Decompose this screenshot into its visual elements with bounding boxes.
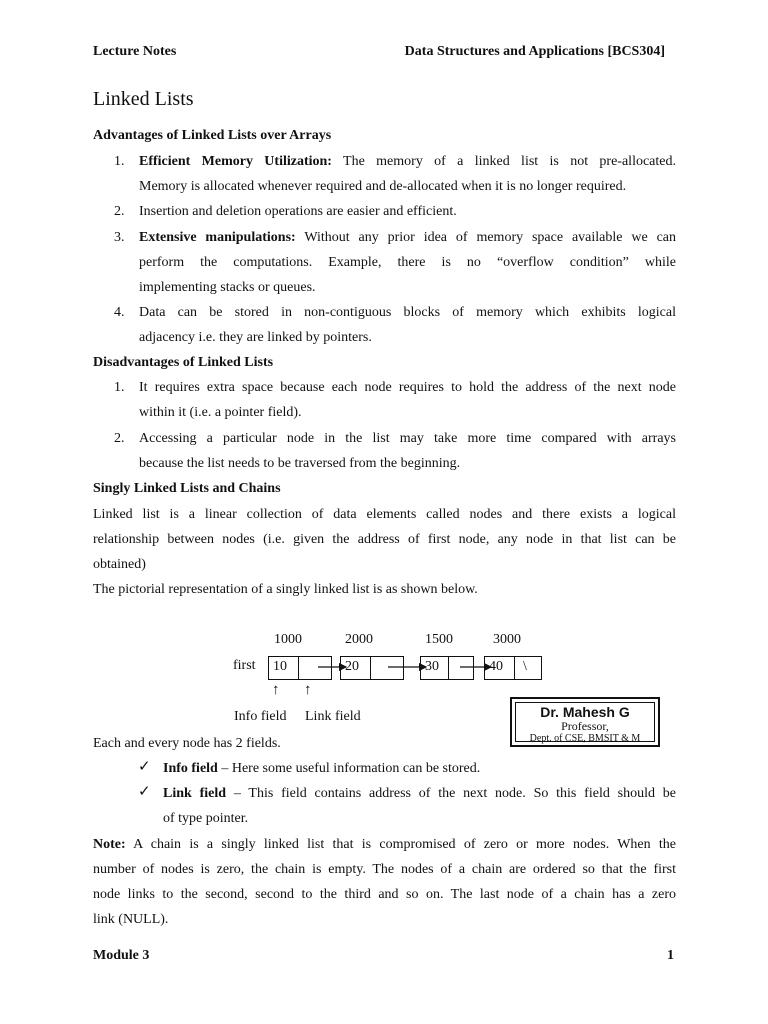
- node-address: 1500: [425, 632, 453, 647]
- info-field-label: Info field: [234, 709, 287, 724]
- list-item-line: Accessing a particular node in the list may take more time compared with arrays: [139, 431, 676, 446]
- item-bold: Efficient Memory Utilization:: [139, 154, 332, 169]
- up-arrow-icon: ↑: [304, 682, 312, 698]
- up-arrow-icon: ↑: [272, 682, 280, 698]
- list-item-line: perform the computations. Example, there is no “overflow condition” while: [139, 255, 676, 270]
- header-left: Lecture Notes: [93, 44, 177, 59]
- list-item-line: Memory is allocated whenever required and de-allocated when it is no longer required.: [139, 179, 627, 194]
- list-item-line: implementing stacks or queues.: [139, 280, 316, 295]
- list-number: 1.: [114, 154, 125, 169]
- list-number: 3.: [114, 230, 125, 245]
- bullet-item: [163, 756, 676, 781]
- item-bold: Info field: [163, 761, 218, 776]
- list-number: 4.: [114, 305, 125, 320]
- list-item-line: Insertion and deletion operations are easier and efficient.: [139, 204, 457, 219]
- node-address: 1000: [274, 632, 302, 647]
- item-text: – This field contains address of the next node. So this field should be: [226, 786, 676, 801]
- singly-heading: Singly Linked Lists and Chains: [93, 481, 281, 496]
- node-address: 3000: [493, 632, 521, 647]
- paragraph-line: Linked list is a linear collection of data elements called nodes and there exists a logical: [93, 507, 676, 522]
- paragraph-line: Each and every node has 2 fields.: [93, 736, 281, 751]
- page-title: Linked Lists: [93, 88, 194, 110]
- node-info: 20: [341, 657, 371, 679]
- paragraph-line: number of nodes is zero, the chain is empty. The nodes of a chain are ordered so that the first: [93, 862, 676, 877]
- stamp-name: Dr. Mahesh G: [540, 704, 630, 720]
- list-number: 2.: [114, 204, 125, 219]
- list-item-line: adjacency i.e. they are linked by pointers.: [139, 330, 372, 345]
- item-text: – Here some useful information can be stored.: [217, 761, 481, 776]
- item-text: The memory of a linked list is not pre-allocated.: [331, 154, 676, 169]
- first-label: first: [233, 658, 256, 673]
- paragraph-line: obtained): [93, 557, 146, 572]
- paragraph-line: link (NULL).: [93, 912, 169, 927]
- link-field-label: Link field: [305, 709, 361, 724]
- header-right: Data Structures and Applications [BCS304]: [404, 44, 665, 59]
- check-icon: ✓: [138, 759, 151, 775]
- node-info: 30: [421, 657, 449, 679]
- list-item-line: Data can be stored in non-contiguous blocks of memory which exhibits logical: [139, 305, 676, 320]
- list-item-line: within it (i.e. a pointer field).: [139, 405, 302, 420]
- note-text: A chain is a singly linked list that is compromised of zero or more nodes. When the: [125, 837, 676, 852]
- item-bold: Link field: [163, 786, 227, 801]
- list-item-line: It requires extra space because each node requires to hold the address of the next node: [139, 380, 676, 395]
- check-icon: ✓: [138, 784, 151, 800]
- disadvantages-heading: Disadvantages of Linked Lists: [93, 355, 274, 370]
- bullet-item: [163, 781, 676, 806]
- node-info: 40: [485, 657, 515, 679]
- footer-left: Module 3: [93, 948, 150, 963]
- stamp-dept: Dept. of CSE, BMSIT & M: [529, 733, 641, 744]
- node-link: \: [523, 659, 527, 674]
- list-item-line: because the list needs to be traversed from the beginning.: [139, 456, 461, 471]
- paragraph-line: [93, 832, 676, 857]
- paragraph-line: The pictorial representation of a singly linked list is as shown below.: [93, 582, 478, 597]
- paragraph-line: relationship between nodes (i.e. given the address of first node, any node in that list can be: [93, 532, 676, 547]
- paragraph-line: node links to the second, second to the third and so on. The last node of a chain has a zero: [93, 887, 676, 902]
- advantages-heading: Advantages of Linked Lists over Arrays: [93, 128, 332, 143]
- node-address: 2000: [345, 632, 373, 647]
- bullet-item-line: of type pointer.: [163, 811, 249, 826]
- list-number: 1.: [114, 380, 125, 395]
- note-label: Note:: [93, 837, 126, 852]
- item-bold: Extensive manipulations:: [139, 230, 296, 245]
- page-number: 1: [667, 948, 674, 963]
- node-info: 10: [269, 657, 299, 679]
- list-number: 2.: [114, 431, 125, 446]
- item-text: Without any prior idea of memory space available we can: [295, 230, 676, 245]
- stamp-role: Professor,: [561, 719, 609, 733]
